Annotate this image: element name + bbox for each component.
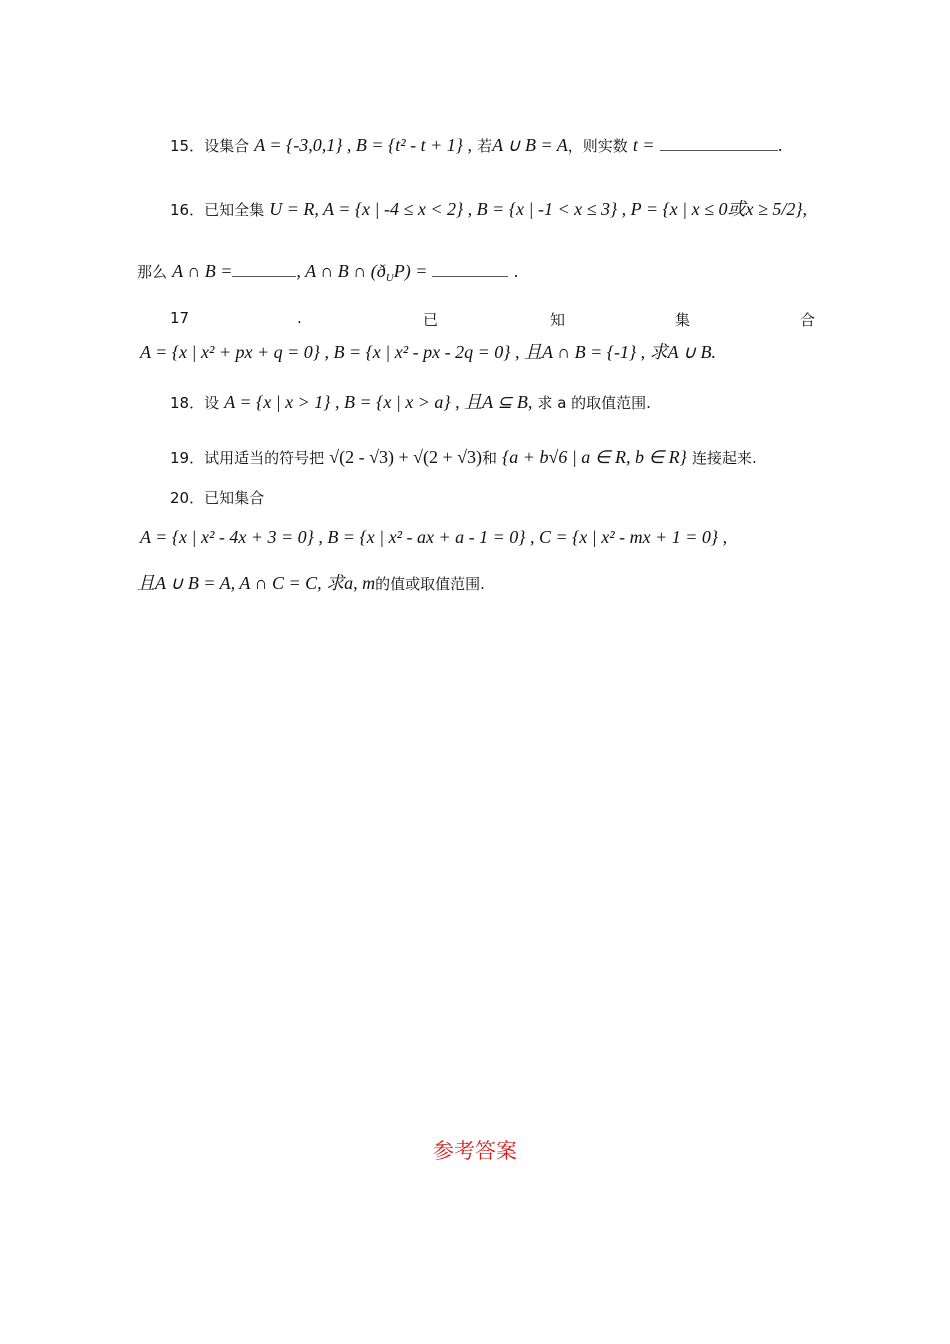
problem-text: 集 <box>675 311 691 329</box>
problem-20 <box>170 490 264 506</box>
problem-16-continued <box>137 262 519 284</box>
problem-number: 18． <box>170 394 205 412</box>
problem-text: 连接起来. <box>691 449 757 467</box>
problem-text: 那么 <box>137 263 168 281</box>
problem-number: 17 <box>170 309 190 327</box>
problem-16 <box>170 200 807 218</box>
problem-20-conditions <box>137 574 485 592</box>
problem-text: ，则实数 <box>567 137 628 155</box>
answer-heading: 参考答案 <box>433 1139 517 1163</box>
problem-text: 合 <box>800 311 816 329</box>
math-expression: U = R, A = {x | -4 ≤ x < 2} , B = {x | -1 < x ≤ 3} , P = {x | x ≤ 0或x ≥ 5/2}, <box>269 199 808 219</box>
math-expression: A = {x | x² + px + q = 0} , B = {x | x² - px - 2q = 0} , 且A ∩ B = {-1} , 求A ∪ B. <box>140 342 716 362</box>
problem-text: 和 <box>482 449 498 467</box>
math-expression: 且A ∪ B = A, A ∩ C = C, 求a, m <box>137 573 376 593</box>
math-expression: A = {-3,0,1} , B = {t² - t + 1} , <box>254 135 472 155</box>
problem-19 <box>170 448 757 466</box>
problem-text: 已 <box>423 311 439 329</box>
math-expression: A = {x | x² - 4x + 3 = 0} , B = {x | x² - ax + a - 1 = 0} , C = {x | x² - mx + 1 = 0} , <box>140 527 728 547</box>
problem-20-sets <box>140 528 727 546</box>
problem-text: 已知全集 <box>204 201 265 219</box>
math-expression: t = <box>632 135 655 155</box>
answer-blank <box>660 150 778 151</box>
problem-18 <box>170 393 651 411</box>
math-expression: A ∩ B = <box>172 261 233 281</box>
period: . <box>513 262 519 281</box>
problem-text: 试用适当的符号把 <box>204 449 325 467</box>
math-expression: , A ∩ B ∩ (ð <box>296 261 386 281</box>
problem-text: 的值或取值范围. <box>375 575 485 593</box>
problem-text: 设 <box>204 394 220 412</box>
math-expression: √(2 - √3) + √(2 + √3) <box>329 447 482 467</box>
math-expression: P) = <box>393 261 428 281</box>
math-expression: {a + b√6 | a ∈ R, b ∈ R} <box>502 447 687 467</box>
problem-number: 16． <box>170 201 205 219</box>
problem-dot: . <box>297 309 302 327</box>
problem-text: 求 a 的取值范围. <box>537 394 651 412</box>
problem-number: 20． <box>170 489 205 507</box>
problem-number: 19． <box>170 449 205 467</box>
problem-17 <box>140 343 716 361</box>
problem-15 <box>170 136 783 154</box>
math-expression: A = {x | x > 1} , B = {x | x > a} , 且A ⊆ B, <box>224 392 533 412</box>
problem-text: 知 <box>550 311 566 329</box>
subscript: U <box>385 272 394 285</box>
problem-number: 15． <box>170 137 205 155</box>
problem-text: 已知集合 <box>204 489 265 507</box>
problem-text: 若 <box>477 137 493 155</box>
math-expression: A ∪ B = A <box>492 135 568 155</box>
answer-blank <box>232 276 296 277</box>
problem-text: 设集合 <box>204 137 250 155</box>
answer-blank <box>432 276 508 277</box>
period: . <box>777 136 783 155</box>
